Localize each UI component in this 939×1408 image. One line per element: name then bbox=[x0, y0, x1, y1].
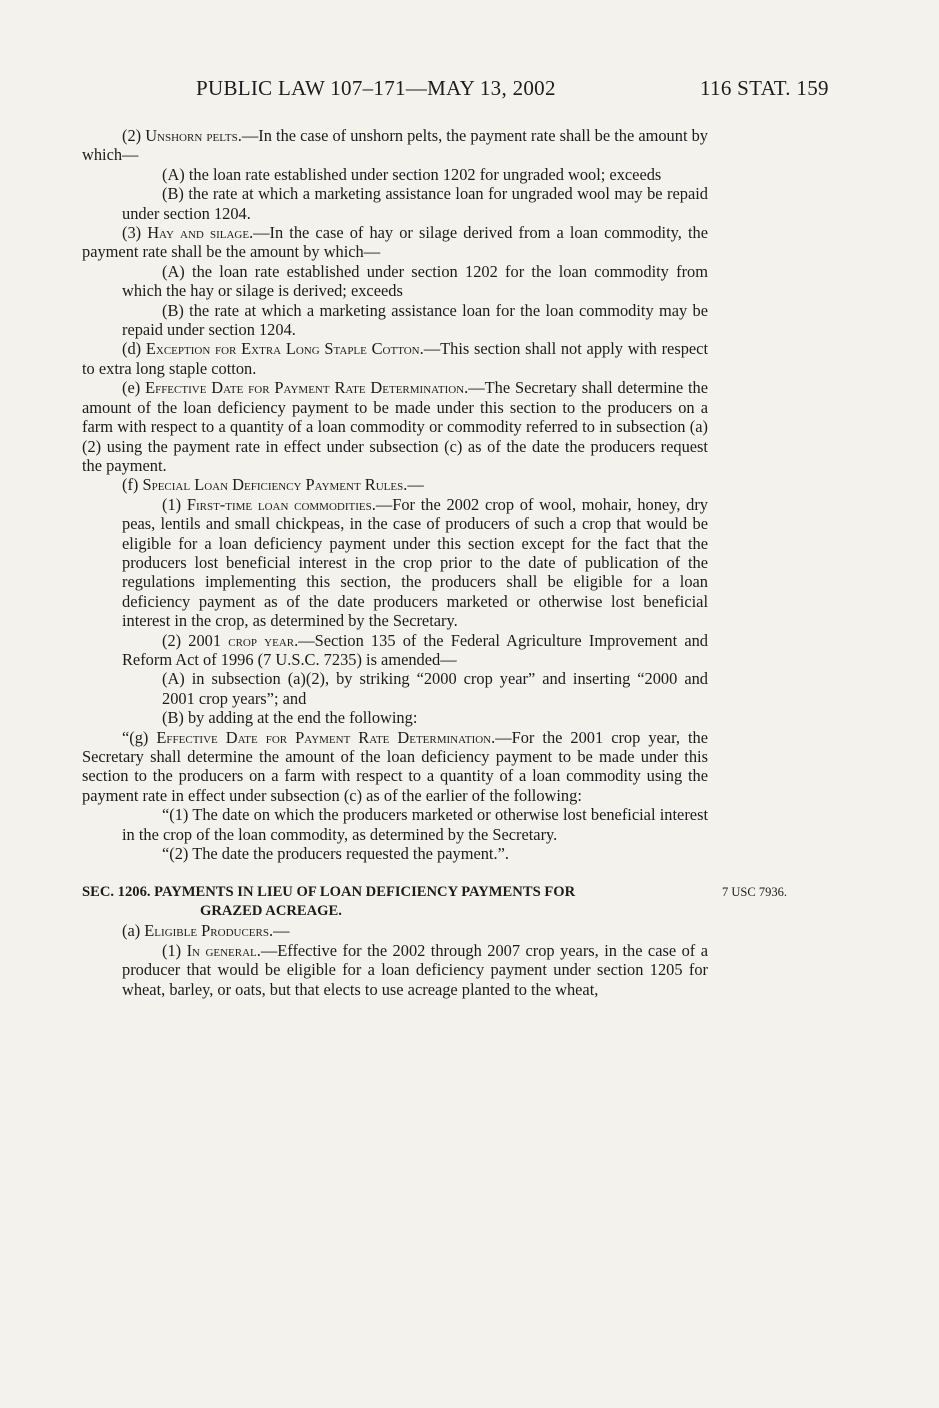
subsection-text: .— bbox=[268, 921, 290, 941]
subparagraph-b-repay-rate: (B) the rate at which a marketing assistance loan for the loan commodity may be repaid under section 1204. bbox=[122, 300, 708, 340]
subsection-text: .— bbox=[403, 475, 424, 495]
subparagraph-b-repay-rate: (B) the rate at which a marketing assistance loan for ungraded wool may be repaid under section 1204. bbox=[122, 184, 708, 223]
page-header bbox=[0, 76, 939, 106]
paragraph-hay-and-silage bbox=[82, 223, 708, 262]
subsection-heading: Special Loan Deficiency Payment Rules bbox=[142, 475, 404, 495]
subsection-text: .—For the 2001 crop year, the Secretary shall determine the amount of the loan deficiency payment to be made under this section to the producers on a farm with respect to a quantity of a loan commodity using the payment rate in effect under subsection (c) as of the earlier of the following: bbox=[82, 727, 708, 805]
statute-page-number: 116 STAT. 159 bbox=[700, 76, 829, 100]
subsection-letter: (a) bbox=[122, 921, 145, 941]
paragraph-heading: First-time loan commodities bbox=[186, 494, 372, 514]
subparagraph-a-loan-rate: (A) the loan rate established under section 1202 for the loan commodity from which the hay or silage is derived; exceeds bbox=[122, 261, 708, 301]
paragraph-number: (2) bbox=[122, 126, 146, 145]
section-heading-line-1: SEC. 1206. PAYMENTS IN LIEU OF LOAN DEFICIENCY PAYMENTS FOR bbox=[82, 884, 576, 901]
usc-margin-note: 7 USC 7936. bbox=[722, 885, 787, 900]
paragraph-number: (1) bbox=[162, 494, 187, 514]
paragraph-in-general bbox=[82, 941, 708, 999]
subsection-d-exception bbox=[82, 339, 708, 378]
section-heading-line-2: GRAZED ACREAGE. bbox=[200, 903, 342, 920]
subsection-letter: (e) bbox=[122, 378, 146, 398]
subsection-text: .—The Secretary shall determine the amount of the loan deficiency payment to be made under this section to the producers on a farm with respect to a quantity of a loan commodity or commodity referred to in subsection (a)(2) using the payment rate in effect under subsection (c) as of the date the producers request the payment. bbox=[82, 378, 708, 475]
quoted-paragraph-2: “(2) The date the producers requested the payment.”. bbox=[162, 844, 509, 864]
subsection-a-eligible-producers bbox=[82, 921, 708, 940]
paragraph-text: .—In the case of hay or silage derived from a loan commodity, the payment rate shall be the amount by which— bbox=[82, 223, 708, 262]
document-body bbox=[82, 126, 787, 999]
subsection-letter: (d) bbox=[122, 339, 146, 359]
subsection-heading: Exception for Extra Long Staple Cotton bbox=[145, 339, 420, 359]
paragraph-heading: In general bbox=[186, 940, 257, 960]
subparagraph-b-adding: (B) by adding at the end the following: bbox=[162, 708, 418, 728]
subparagraph-a-striking: (A) in subsection (a)(2), by striking “2000 crop year” and inserting “2000 and 2001 crop years”; and bbox=[162, 669, 708, 708]
paragraph-heading: crop year bbox=[228, 630, 295, 650]
paragraph-2001-crop-year bbox=[82, 631, 708, 670]
subsection-letter: (f) bbox=[122, 475, 143, 495]
paragraph-text: .—Effective for the 2002 through 2007 crop years, in the case of a producer that would be eligible for a loan deficiency payment under section 1205 for wheat, barley, or oats, but that elects to use acreage planted to the wheat, bbox=[122, 940, 708, 999]
paragraph-first-time-loan-commodities bbox=[82, 495, 708, 631]
running-head-title: PUBLIC LAW 107–171—MAY 13, 2002 bbox=[196, 76, 556, 100]
paragraph-heading: Hay and silage bbox=[147, 223, 250, 243]
subsection-e-effective-date bbox=[82, 378, 708, 475]
subsection-text: .—This section shall not apply with respect to extra long staple cotton. bbox=[82, 339, 708, 378]
paragraph-number: (3) bbox=[122, 223, 148, 243]
subparagraph-a-loan-rate: (A) the loan rate established under section 1202 for ungraded wool; exceeds bbox=[162, 164, 662, 184]
paragraph-text: .—In the case of unshorn pelts, the payment rate shall be the amount by which— bbox=[82, 126, 708, 165]
paragraph-number: (1) bbox=[162, 940, 187, 960]
paragraph-text: .—For the 2002 crop of wool, mohair, honey, dry peas, lentils and small chickpeas, in the case of producers of such a crop that would be eligible for a loan deficiency payment under this section except for the fact that the producers lost beneficial interest in the crop prior to the date of publication of the regulations implementing this section, the producers shall be eligible for a loan deficiency payment as of the date producers marketed or otherwise lost beneficial interest in the crop, as determined by the Secretary. bbox=[122, 494, 708, 631]
subsection-heading: Effective Date for Payment Rate Determination bbox=[145, 378, 465, 398]
subsection-f-special-rules bbox=[82, 475, 708, 494]
subsection-heading: Effective Date for Payment Rate Determination bbox=[156, 727, 492, 747]
subsection-letter: “(g) bbox=[122, 727, 157, 747]
paragraph-unshorn-pelts bbox=[82, 126, 708, 165]
quoted-paragraph-1: “(1) The date on which the producers marketed or otherwise lost beneficial interest in the crop of the loan commodity, as determined by the Secretary. bbox=[122, 805, 708, 844]
quoted-subsection-g bbox=[82, 728, 708, 806]
paragraph-number: (2) 2001 bbox=[162, 630, 229, 650]
paragraph-text: .—Section 135 of the Federal Agriculture Improvement and Reform Act of 1996 (7 U.S.C. 7235) is amended— bbox=[122, 630, 709, 669]
section-1206-heading bbox=[82, 883, 787, 921]
subsection-heading: Eligible Producers bbox=[144, 921, 269, 941]
paragraph-heading: Unshorn pelts bbox=[145, 126, 238, 145]
